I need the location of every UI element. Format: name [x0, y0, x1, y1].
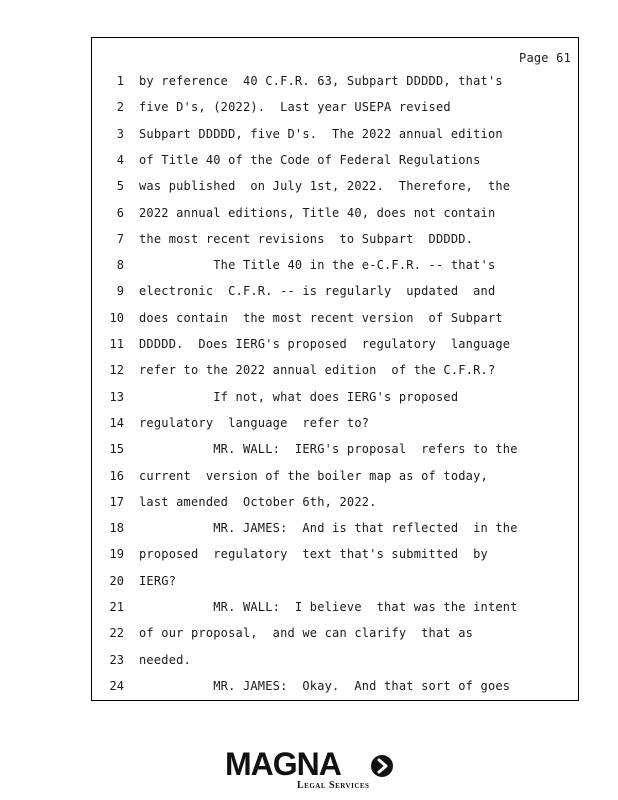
line-number: 5 — [116, 179, 124, 194]
line-text: by reference 40 C.F.R. 63, Subpart DDDDD, that's — [139, 74, 503, 88]
line-number: 10 — [109, 310, 124, 325]
line-number: 12 — [109, 363, 124, 378]
line-text: MR. JAMES: And is that reflected in the — [139, 521, 518, 536]
line-number: 1 — [116, 74, 124, 88]
line-text: MR. WALL: IERG's proposal refers to the — [139, 442, 518, 457]
line-number: 14 — [109, 415, 124, 430]
line-text: MR. JAMES: Okay. And that sort of goes — [139, 678, 511, 693]
line-text: 2022 annual editions, Title 40, does not contain — [139, 205, 496, 220]
transcript-page — [91, 37, 579, 701]
line-text: The Title 40 in the e-C.F.R. -- that's — [139, 258, 496, 273]
line-text: regulatory language refer to? — [139, 415, 370, 430]
line-text: does contain the most recent version of Subpart — [139, 310, 503, 325]
line-text: of our proposal, and we can clarify that as — [139, 626, 474, 641]
line-number: 15 — [109, 442, 124, 457]
line-text: If not, what does IERG's proposed — [139, 389, 459, 404]
line-number: 17 — [109, 494, 124, 509]
line-number: 20 — [109, 573, 124, 588]
line-number: 2 — [116, 100, 124, 115]
line-number: 22 — [109, 626, 124, 641]
line-number: 9 — [116, 284, 124, 299]
line-text: MR. WALL: I believe that was the intent — [139, 600, 518, 614]
line-number: 11 — [109, 337, 124, 351]
line-text: five D's, (2022). Last year USEPA revised — [139, 100, 451, 115]
line-text: was published on July 1st, 2022. Therefore, the — [139, 179, 511, 194]
line-text: of Title 40 of the Code of Federal Regulations — [139, 152, 481, 167]
line-text: proposed regulatory text that's submitted by — [139, 547, 488, 562]
logo-tagline: Legal Services — [297, 780, 370, 791]
line-number: 4 — [116, 152, 124, 167]
line-number: 23 — [109, 652, 124, 667]
line-text: DDDDD. Does IERG's proposed regulatory language — [139, 337, 511, 351]
line-number: 24 — [109, 678, 124, 693]
line-text: IERG? — [139, 573, 177, 588]
line-number: 8 — [116, 258, 124, 273]
line-number: 13 — [109, 389, 124, 404]
logo-brand: MAGNA — [225, 746, 341, 782]
magna-logo — [225, 748, 395, 792]
line-number: 21 — [109, 600, 124, 614]
line-text: the most recent revisions to Subpart DDDDD. — [139, 231, 474, 246]
line-text: last amended October 6th, 2022. — [139, 494, 377, 509]
line-text: current version of the boiler map as of today, — [139, 468, 488, 483]
line-text: refer to the 2022 annual edition of the C.F.R.? — [139, 363, 496, 378]
page-number: Page 61 — [519, 51, 571, 65]
arrow-circle-icon — [371, 755, 393, 777]
line-number: 6 — [116, 205, 124, 220]
line-text: electronic C.F.R. -- is regularly updated and — [139, 284, 496, 299]
line-number: 18 — [109, 521, 124, 536]
line-text: needed. — [139, 652, 191, 667]
line-number: 7 — [116, 231, 124, 246]
line-number: 19 — [109, 547, 124, 562]
line-number: 3 — [116, 126, 124, 141]
line-text: Subpart DDDDD, five D's. The 2022 annual edition — [139, 126, 503, 141]
line-number: 16 — [109, 468, 124, 483]
